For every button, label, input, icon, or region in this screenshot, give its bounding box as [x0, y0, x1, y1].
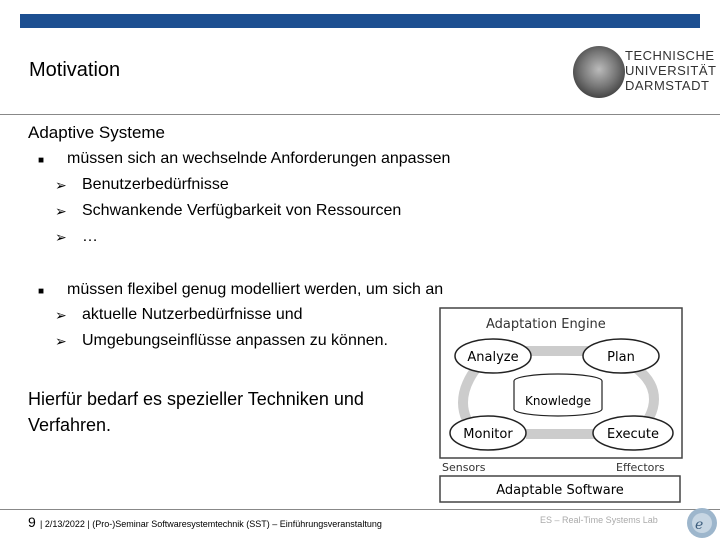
footer-text: | 2/13/2022 | (Pro-)Seminar Softwaresystemtechnik (SST) – Einführungsveranstaltung [40, 519, 382, 529]
arrow-bullet-icon: ➢ [55, 333, 67, 349]
header-accent-bar [20, 14, 700, 28]
analyze-label: Analyze [467, 350, 519, 365]
sub-bullet-1-2: Schwankende Verfügbarkeit von Ressourcen [82, 202, 402, 219]
slide-title: Motivation [29, 59, 121, 81]
sub-bullet-1-1: Benutzerbedürfnisse [82, 176, 229, 193]
execute-label: Execute [607, 427, 659, 442]
page-number: 9 [28, 514, 36, 530]
svg-text:e: e [695, 517, 704, 533]
university-logo [563, 42, 717, 102]
arrow-bullet-icon: ➢ [55, 177, 67, 193]
sub-bullet-1-3: … [82, 228, 98, 245]
mape-k-diagram [438, 306, 684, 506]
sub-bullet-2-1: aktuelle Nutzerbedürfnisse und [82, 306, 303, 323]
effectors-label: Effectors [616, 461, 665, 474]
sensors-label: Sensors [442, 461, 486, 474]
engine-label: Adaptation Engine [486, 317, 606, 332]
title-divider [0, 114, 720, 115]
monitor-label: Monitor [463, 427, 513, 442]
lab-name: ES – Real-Time Systems Lab [540, 515, 658, 525]
arrow-bullet-icon: ➢ [55, 229, 67, 245]
square-bullet-icon: ■ [38, 286, 45, 297]
arrow-bullet-icon: ➢ [55, 203, 67, 219]
sub-bullet-2-2: Umgebungseinflüsse anpassen zu können. [82, 332, 388, 349]
es-lab-logo-icon [680, 503, 720, 540]
logo-text: TECHNISCHE UNIVERSITÄT DARMSTADT [625, 48, 717, 93]
plan-label: Plan [607, 350, 635, 365]
knowledge-label: Knowledge [525, 394, 591, 408]
square-bullet-icon: ■ [38, 155, 45, 166]
bullet-2: müssen flexibel genug modelliert werden, um sich an [67, 281, 444, 298]
conclusion-text: Hierfür bedarf es spezieller Techniken und Verfahren. [28, 389, 364, 435]
section-title: Adaptive Systeme [28, 123, 166, 142]
arrow-bullet-icon: ➢ [55, 307, 67, 323]
footer-divider [0, 509, 720, 510]
university-seal-icon [573, 46, 625, 98]
software-label: Adaptable Software [496, 483, 624, 498]
bullet-1: müssen sich an wechselnde Anforderungen anpassen [67, 150, 451, 167]
